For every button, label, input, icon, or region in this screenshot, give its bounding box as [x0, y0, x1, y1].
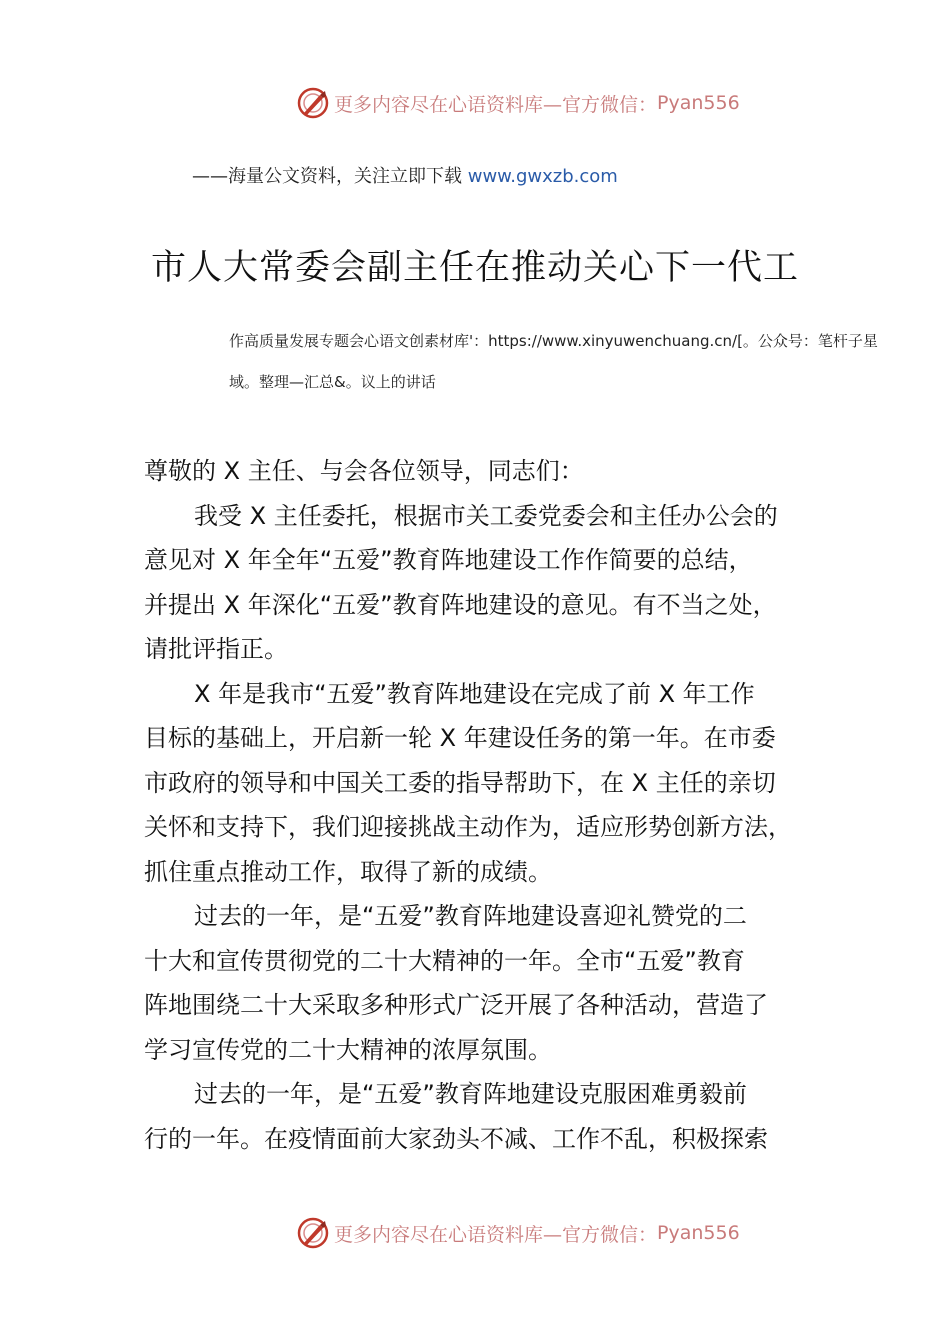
tagline: [192, 162, 618, 188]
body-line: 并提出 X 年深化“五爱”教育阵地建设的意见。有不当之处，: [144, 590, 777, 619]
document-title: 市人大常委会副主任在推动关心下一代工: [150, 248, 799, 288]
body-line: 阵地围绕二十大采取多种形式广泛开展了各种活动，营造了: [144, 991, 768, 1019]
body-line: 过去的一年，是“五爱”教育阵地建设喜迎礼赞党的二: [194, 902, 747, 930]
banner-text: 更多内容尽在心语资料库—官方微信：: [334, 1223, 658, 1246]
pen-nib-logo-icon: [296, 86, 330, 120]
subnote-line-1: 作高质量发展专题会心语文创素材库'：https://www.xinyuwenchuang.cn/[。公众号：笔杆子星: [229, 332, 878, 350]
pen-nib-logo-icon: [296, 1216, 330, 1250]
body-line: 目标的基础上，开启新一轮 X 年建设任务的第一年。在市委: [144, 724, 776, 752]
banner-wechat-id: Pyan556: [657, 92, 740, 114]
body-line: X 年是我市“五爱”教育阵地建设在完成了前 X 年工作: [194, 679, 755, 708]
body-line: 尊敬的 X 主任、与会各位领导，同志们：: [144, 457, 584, 485]
banner-text: 更多内容尽在心语资料库—官方微信：: [334, 93, 658, 116]
body-line: 过去的一年，是“五爱”教育阵地建设克服困难勇毅前: [194, 1080, 747, 1108]
body-line: 请批评指正。: [144, 635, 288, 663]
body-line: 我受 X 主任委托，根据市关工委党委会和主任办公会的: [194, 501, 778, 530]
header-banner: [296, 86, 740, 120]
subnote-line-2: 域。整理—汇总&。议上的讲话: [229, 373, 436, 391]
body-line: 抓住重点推动工作，取得了新的成绩。: [144, 857, 552, 886]
body-line: 十大和宣传贯彻党的二十大精神的一年。全市“五爱”教育: [144, 946, 745, 975]
body-line: 市政府的领导和中国关工委的指导帮助下，在 X 主任的亲切: [144, 768, 776, 797]
body-line: 学习宣传党的二十大精神的浓厚氛围。: [144, 1035, 552, 1064]
banner-wechat-id: Pyan556: [657, 1222, 740, 1244]
body-line: 意见对 X 年全年“五爱”教育阵地建设工作作简要的总结，: [144, 546, 753, 574]
document-body: [144, 449, 814, 1161]
tagline-url[interactable]: www.gwxzb.com: [467, 166, 618, 187]
footer-banner: [296, 1216, 740, 1250]
body-line: 关怀和支持下，我们迎接挑战主动作为，适应形势创新方法，: [144, 813, 792, 841]
body-line: 行的一年。在疫情面前大家劲头不减、工作不乱，积极探索: [144, 1124, 768, 1153]
tagline-text: ——海量公文资料，关注立即下载: [192, 166, 468, 187]
